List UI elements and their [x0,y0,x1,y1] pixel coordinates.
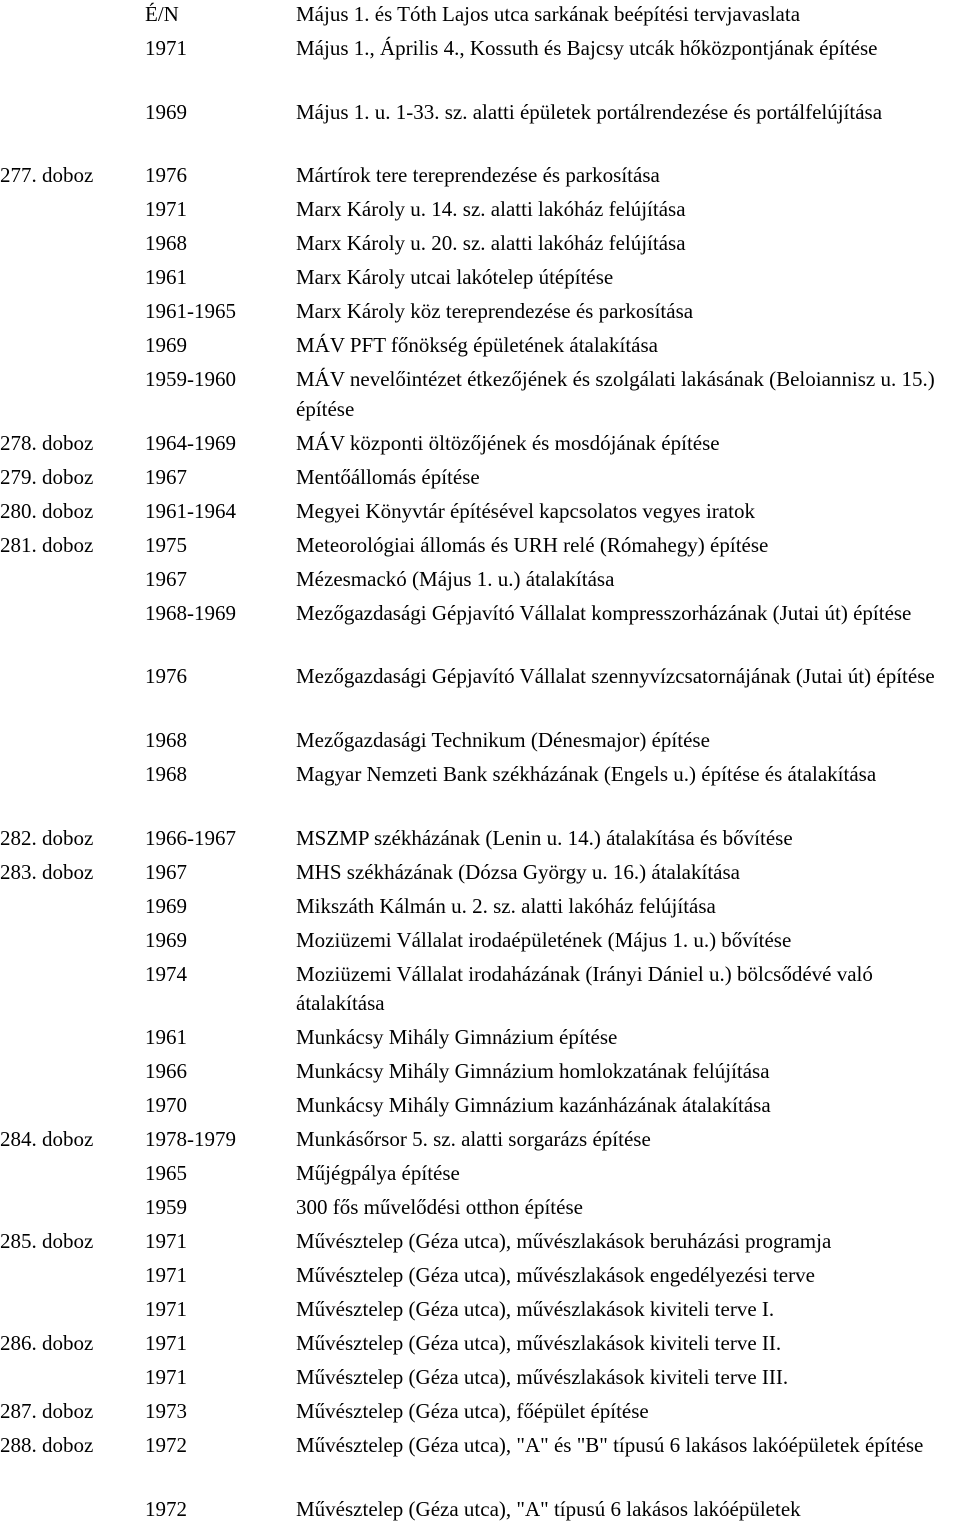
item-description: Munkásőrsor 5. sz. alatti sorgarázs építése [296,1127,651,1152]
item-description: Május 1., Április 4., Kossuth és Bajcsy utcák hőközpontjának építése [296,36,878,60]
year-range: 1968 [145,231,187,256]
year-range: 1965 [145,1161,187,1186]
item-description: Mentőállomás építése [296,464,480,489]
inventory-row [0,229,960,263]
box-number: 279. doboz [0,464,94,489]
inventory-row [0,365,960,429]
year-range: 1967 [145,859,187,884]
inventory-row [0,1227,960,1261]
inventory-row [0,858,960,892]
item-description: Műjégpálya építése [296,1161,460,1186]
item-description: Művésztelep (Géza utca), "A" és "B" típusú 6 lakásos lakóépületek építése [296,1433,924,1458]
inventory-row [0,565,960,599]
year-range: 1966 [145,1059,187,1084]
item-description: Művésztelep (Géza utca), főépület építése [296,1399,649,1424]
inventory-row [0,429,960,463]
year-range: 1971 [145,1297,187,1322]
year-range: 1972 [145,1433,187,1458]
inventory-row [0,1159,960,1193]
box-number: 281. doboz [0,532,94,557]
inventory-row [0,599,960,663]
inventory-row [0,1023,960,1057]
item-description: Művésztelep (Géza utca), művészlakások engedélyezési terve [296,1263,815,1288]
inventory-row [0,195,960,229]
item-description: Mezőgazdasági Gépjavító Vállalat kompresszorházának (Jutai út) építése [296,600,912,625]
item-description: Művésztelep (Géza utca), művészlakások beruházási programja [296,1229,832,1254]
year-range: 1961 [145,1025,187,1050]
inventory-row [0,726,960,760]
item-description: Moziüzemi Vállalat irodaházának (Irányi Dániel u.) bölcsődévé való átalakítása [296,961,873,1016]
inventory-row [0,1125,960,1159]
year-range: 1967 [145,464,187,489]
inventory-row [0,760,960,824]
year-range: 1967 [145,566,187,591]
box-number: 286. doboz [0,1331,94,1356]
inventory-row [0,463,960,497]
inventory-row [0,892,960,926]
box-number: 285. doboz [0,1229,94,1254]
item-description: Mikszáth Kálmán u. 2. sz. alatti lakóház felújítása [296,893,716,918]
inventory-row [0,926,960,960]
year-range: 1969 [145,333,187,358]
year-range: 1971 [145,1331,187,1356]
inventory-row [0,98,960,162]
year-range: 1968 [145,727,187,752]
box-number: 288. doboz [0,1433,94,1458]
inventory-row [0,824,960,858]
item-description: MHS székházának (Dózsa György u. 16.) átalakítása [296,859,740,884]
inventory-row [0,1431,960,1495]
item-description: Művésztelep (Géza utca), művészlakások kiviteli terve III. [296,1365,789,1390]
inventory-row [0,1397,960,1431]
year-range: 1971 [145,1365,187,1390]
inventory-row [0,263,960,297]
year-range: 1976 [145,163,187,188]
item-description: Munkácsy Mihály Gimnázium építése [296,1025,618,1050]
year-range: 1971 [145,197,187,222]
year-range: 1959 [145,1195,187,1220]
year-range: 1970 [145,1093,187,1118]
item-description: Moziüzemi Vállalat irodaépületének (Május 1. u.) bővítése [296,927,792,952]
inventory-row [0,0,960,34]
year-range: 1961 [145,265,187,290]
year-range: 1961-1965 [145,299,236,324]
box-number: 277. doboz [0,163,94,188]
inventory-row [0,1329,960,1363]
item-description: Május 1. és Tóth Lajos utca sarkának beépítési tervjavaslata [296,2,801,26]
inventory-row [0,1261,960,1295]
inventory-row [0,960,960,1024]
year-range: 1968 [145,761,187,786]
year-range: 1969 [145,927,187,952]
year-range: 1966-1967 [145,825,236,850]
inventory-row [0,1363,960,1397]
item-description: Marx Károly u. 14. sz. alatti lakóház felújítása [296,197,686,222]
year-range: 1971 [145,1229,187,1254]
year-range: 1978-1979 [145,1127,236,1152]
item-description: MÁV PFT főnökség épületének átalakítása [296,333,658,358]
inventory-row [0,297,960,331]
item-description: Marx Károly köz tereprendezése és parkosítása [296,299,694,324]
item-description: Művésztelep (Géza utca), művészlakások kiviteli terve II. [296,1331,782,1356]
item-description: Marx Károly u. 20. sz. alatti lakóház felújítása [296,231,686,256]
year-range: É/N [145,2,179,26]
inventory-row [0,1193,960,1227]
box-number: 283. doboz [0,859,94,884]
inventory-row [0,34,960,98]
inventory-row [0,662,960,726]
box-number: 278. doboz [0,430,94,455]
year-range: 1969 [145,99,187,124]
item-description: 300 fős művelődési otthon építése [296,1195,583,1220]
year-range: 1971 [145,36,187,60]
year-range: 1976 [145,664,187,689]
item-description: Művésztelep (Géza utca), művészlakások kiviteli terve I. [296,1297,775,1322]
item-description: MSZMP székházának (Lenin u. 14.) átalakítása és bővítése [296,825,793,850]
year-range: 1974 [145,961,187,986]
box-number: 280. doboz [0,498,94,523]
year-range: 1968-1969 [145,600,236,625]
inventory-row [0,331,960,365]
item-description: Mezőgazdasági Gépjavító Vállalat szennyvízcsatornájának (Jutai út) építése [296,664,935,689]
item-description: Május 1. u. 1-33. sz. alatti épületek portálrendezése és portálfelújítása [296,99,883,124]
year-range: 1971 [145,1263,187,1288]
inventory-row [0,1495,960,1529]
item-description: Mártírok tere tereprendezése és parkosítása [296,163,660,188]
item-description: Magyar Nemzeti Bank székházának (Engels u.) építése és átalakítása [296,761,877,786]
item-description: MÁV központi öltözőjének és mosdójának építése [296,430,720,455]
inventory-row [0,161,960,195]
item-description: Megyei Könyvtár építésével kapcsolatos vegyes iratok [296,498,755,523]
year-range: 1961-1964 [145,498,236,523]
year-range: 1969 [145,893,187,918]
year-range: 1972 [145,1496,187,1521]
inventory-row [0,1057,960,1091]
year-range: 1973 [145,1399,187,1424]
item-description: MÁV nevelőintézet étkezőjének és szolgálati lakásának (Beloiannisz u. 15.) építése [296,367,935,421]
item-description: Meteorológiai állomás és URH relé (Rómahegy) építése [296,532,769,557]
item-description: Munkácsy Mihály Gimnázium homlokzatának felújítása [296,1059,770,1084]
inventory-row [0,497,960,531]
item-description: Mezőgazdasági Technikum (Dénesmajor) építése [296,727,710,752]
year-range: 1975 [145,532,187,557]
box-number: 284. doboz [0,1127,94,1152]
box-number: 287. doboz [0,1399,94,1424]
item-description: Marx Károly utcai lakótelep útépítése [296,265,614,290]
inventory-row [0,1091,960,1125]
item-description: Munkácsy Mihály Gimnázium kazánházának átalakítása [296,1093,771,1118]
year-range: 1964-1969 [145,430,236,455]
item-description: Mézesmackó (Május 1. u.) átalakítása [296,566,615,591]
inventory-row [0,531,960,565]
box-number: 282. doboz [0,825,94,850]
year-range: 1959-1960 [145,367,236,392]
item-description: Művésztelep (Géza utca), "A" típusú 6 lakásos lakóépületek [296,1496,801,1521]
inventory-row [0,1295,960,1329]
